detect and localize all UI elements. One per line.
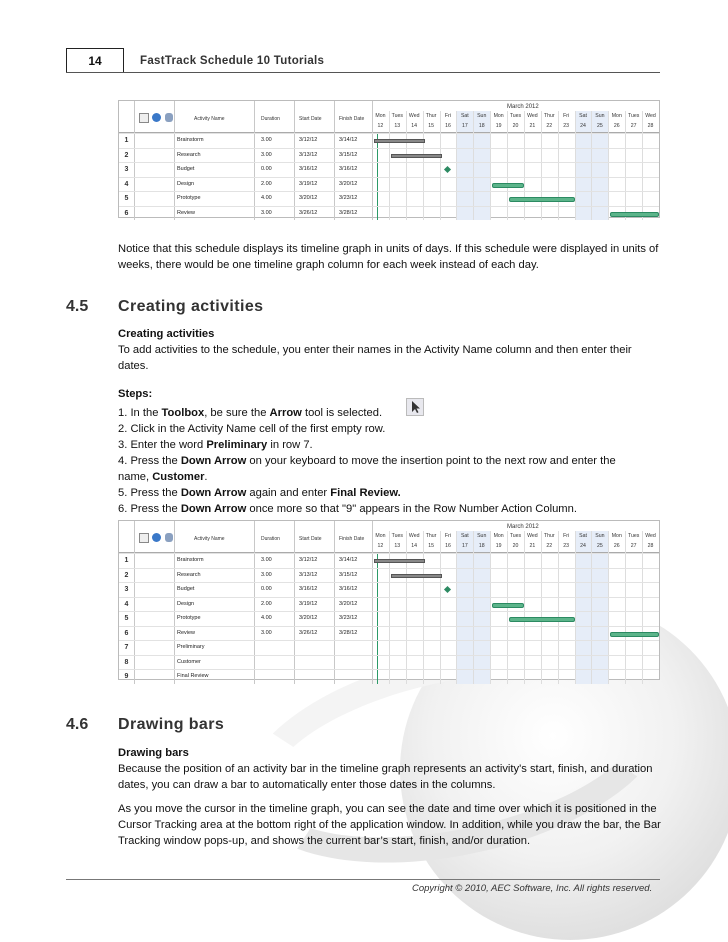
finish-date: 3/23/12 <box>339 615 358 621</box>
activity-name: Research <box>177 151 201 158</box>
footer-rule <box>66 879 660 880</box>
table-row <box>119 582 659 597</box>
step-6: 6. Press the Down Arrow once more so that "9" appears in the Row Number Action Column. <box>118 503 577 515</box>
start-date: 3/19/12 <box>299 180 318 187</box>
weekday-label: Thur <box>543 113 555 119</box>
steps-label: Steps: <box>118 388 153 400</box>
weekday-label: Wed <box>527 533 538 539</box>
duration: 3.00 <box>261 151 272 158</box>
people-icon <box>165 533 173 542</box>
list-icon <box>139 533 149 543</box>
duration: 3.00 <box>261 137 272 143</box>
start-date: 3/20/12 <box>299 195 318 201</box>
day-label: 19 <box>495 123 502 129</box>
weekday-label: Fri <box>444 533 451 539</box>
table-row <box>119 597 659 612</box>
duration: 4.00 <box>261 615 272 621</box>
weekday-label: Wed <box>645 113 656 119</box>
weekday-label: Sat <box>579 533 587 539</box>
intro-paragraph: Notice that this schedule displays its timeline graph in units of days. If this schedule were displayed in units of weeks, there would be one timeline graph column for each week instead of each day. <box>118 243 659 271</box>
weekday-label: Sat <box>579 113 587 119</box>
row-number: 6 <box>124 209 129 217</box>
duration: 3.00 <box>261 209 272 216</box>
day-label: 15 <box>428 543 434 549</box>
start-date: 3/19/12 <box>299 600 318 607</box>
weekday-label: Wed <box>408 113 420 119</box>
day-label: 23 <box>563 543 570 549</box>
day-label: 22 <box>546 543 553 549</box>
duration: 3.00 <box>261 571 272 578</box>
weekday-label: Fri <box>563 113 570 119</box>
duration: 0.00 <box>261 166 272 172</box>
step-1: 1. In the Toolbox, be sure the Arrow tool is selected. <box>118 407 383 419</box>
column-header: Finish Date <box>339 536 365 542</box>
step-3: 3. Enter the word Preliminary in row 7. <box>118 439 313 451</box>
day-label: 23 <box>563 123 570 129</box>
weekday-label: Tues <box>509 113 522 119</box>
start-date: 3/16/12 <box>299 586 318 592</box>
activity-name: Prototype <box>177 615 201 621</box>
gantt-screenshot-2 <box>118 520 660 680</box>
finish-date: 3/15/12 <box>339 571 358 578</box>
finish-date: 3/20/12 <box>339 180 358 187</box>
day-label: 20 <box>512 123 519 129</box>
section-body: To add activities to the schedule, you enter their names in the Activity Name column and then enter their dates. <box>118 344 632 372</box>
table-row <box>119 177 659 192</box>
duration: 2.00 <box>261 180 272 187</box>
day-label: 27 <box>630 543 637 549</box>
weekday-label: Sun <box>477 113 487 119</box>
day-label: 24 <box>580 543 586 549</box>
step-5: 5. Press the Down Arrow again and enter Final Review. <box>118 487 401 499</box>
section-number: 4.5 <box>66 298 89 315</box>
weekday-label: Mon <box>375 533 386 539</box>
finish-date: 3/28/12 <box>339 209 358 216</box>
activity-bar <box>610 212 659 217</box>
weekday-label: Tues <box>628 113 640 119</box>
duration: 3.00 <box>261 557 272 563</box>
day-label: 22 <box>546 123 553 129</box>
duration: 2.00 <box>261 600 272 607</box>
section-para-1: Because the position of an activity bar in the timeline graph represents an activity's start, finish, and duration dates, you can draw a bar to automatically enter those dates in the columns. <box>118 763 653 791</box>
table-row <box>119 191 659 206</box>
month-label: March 2012 <box>507 524 539 530</box>
finish-date: 3/14/12 <box>339 137 358 143</box>
day-label: 27 <box>630 123 637 129</box>
activity-bar <box>509 617 575 622</box>
activity-bar <box>492 603 524 608</box>
row-number: 3 <box>124 586 129 593</box>
weekday-label: Mon <box>611 113 622 119</box>
column-header: Activity Name <box>194 536 225 542</box>
activity-name: Review <box>177 209 196 216</box>
weekday-label: Sat <box>460 533 469 539</box>
row-number: 5 <box>124 615 129 622</box>
day-label: 25 <box>597 543 603 549</box>
day-label: 17 <box>461 123 468 129</box>
activity-name: Design <box>177 600 195 607</box>
info-icon <box>152 533 161 542</box>
activity-bar <box>492 183 524 188</box>
start-date: 3/26/12 <box>299 209 318 216</box>
weekday-label: Mon <box>493 113 504 119</box>
milestone-marker <box>444 586 451 593</box>
table-row <box>119 133 659 148</box>
row-number: 2 <box>124 571 129 579</box>
day-label: 16 <box>445 543 451 549</box>
start-date: 3/20/12 <box>299 615 318 621</box>
row-number: 9 <box>124 673 129 680</box>
row-number: 3 <box>124 166 129 173</box>
row-number: 1 <box>124 137 129 144</box>
arrow-tool-icon <box>406 398 424 416</box>
weekday-label: Wed <box>408 533 420 539</box>
step-4-cont: name, Customer. <box>118 471 208 483</box>
activity-bar <box>374 559 425 563</box>
weekday-label: Tues <box>628 533 640 539</box>
duration: 3.00 <box>261 629 272 636</box>
activity-bar <box>610 632 659 637</box>
step-4: 4. Press the Down Arrow on your keyboard to move the insertion point to the next row and enter the <box>118 455 616 467</box>
weekday-label: Thur <box>425 113 437 119</box>
section-para-2: As you move the cursor in the timeline graph, you can see the date and time over which it is positioned in the Cursor Tracking area at the bottom right of the application window. In addition, while you draw the bar, the Bar Tracking window pops-up, and shows the current bar’s start, finish, and/or duration. <box>118 803 661 847</box>
start-date: 3/13/12 <box>299 151 318 158</box>
weekday-label: Sat <box>460 113 469 119</box>
table-row <box>119 553 659 568</box>
activity-bar <box>509 197 575 202</box>
finish-date: 3/15/12 <box>339 151 358 158</box>
day-label: 18 <box>478 543 485 549</box>
row-number: 6 <box>124 629 129 637</box>
activity-name: Final Review <box>177 673 209 679</box>
weekday-label: Thur <box>425 533 437 539</box>
finish-date: 3/20/12 <box>339 600 358 607</box>
subheading: Creating activities <box>118 328 215 340</box>
day-label: 15 <box>428 123 434 129</box>
day-label: 19 <box>495 543 502 549</box>
day-label: 25 <box>597 123 603 129</box>
day-label: 12 <box>377 543 384 549</box>
day-label: 13 <box>394 123 401 129</box>
info-icon <box>152 113 161 122</box>
section-title: Creating activities <box>118 298 264 315</box>
day-label: 20 <box>512 543 519 549</box>
activity-name: Budget <box>177 586 195 592</box>
weekday-label: Sun <box>595 533 605 539</box>
start-date: 3/26/12 <box>299 629 318 636</box>
column-header: Duration <box>261 536 280 542</box>
activity-name: Prototype <box>177 195 201 201</box>
row-number: 7 <box>124 644 129 651</box>
activity-name: Design <box>177 180 195 187</box>
weekday-label: Mon <box>375 113 386 119</box>
activity-bar <box>374 139 425 143</box>
table-row <box>119 206 659 221</box>
finish-date: 3/28/12 <box>339 629 358 636</box>
table-row <box>119 148 659 163</box>
table-row <box>119 568 659 583</box>
start-date: 3/12/12 <box>299 557 318 563</box>
gantt-screenshot-1 <box>118 100 660 218</box>
weekday-label: Wed <box>527 113 538 119</box>
weekday-label: Fri <box>563 533 570 539</box>
row-number: 8 <box>124 658 129 666</box>
weekday-label: Thur <box>543 533 555 539</box>
people-icon <box>165 113 173 122</box>
day-label: 12 <box>377 123 384 129</box>
finish-date: 3/16/12 <box>339 586 358 592</box>
footer-copyright: Copyright © 2010, AEC Software, Inc. All rights reserved. <box>412 883 653 894</box>
activity-name: Customer <box>177 658 201 665</box>
day-label: 28 <box>647 123 654 129</box>
start-date: 3/16/12 <box>299 166 318 172</box>
column-header: Duration <box>261 116 280 122</box>
page-number: 14 <box>66 48 124 73</box>
day-label: 24 <box>580 123 586 129</box>
header-title: FastTrack Schedule 10 Tutorials <box>140 55 325 67</box>
section-number: 4.6 <box>66 716 89 733</box>
activity-name: Budget <box>177 166 195 172</box>
weekday-label: Mon <box>611 533 622 539</box>
weekday-label: Sun <box>477 533 487 539</box>
day-label: 17 <box>461 543 468 549</box>
day-label: 18 <box>478 123 485 129</box>
row-number: 2 <box>124 151 129 159</box>
month-label: March 2012 <box>507 104 539 110</box>
weekday-label: Mon <box>493 533 504 539</box>
column-header: Finish Date <box>339 116 365 122</box>
duration: 0.00 <box>261 586 272 592</box>
day-label: 28 <box>647 543 654 549</box>
column-header: Activity Name <box>194 116 225 122</box>
table-row <box>119 655 659 670</box>
day-label: 14 <box>411 543 418 549</box>
activity-name: Brainstorm <box>177 557 204 563</box>
day-label: 26 <box>613 543 620 549</box>
header-rule <box>66 72 660 73</box>
day-label: 13 <box>394 543 401 549</box>
day-label: 16 <box>445 123 451 129</box>
activity-bar <box>391 574 442 578</box>
activity-bar <box>391 154 442 158</box>
finish-date: 3/23/12 <box>339 195 358 201</box>
weekday-label: Sun <box>595 113 605 119</box>
row-number: 1 <box>124 557 129 564</box>
row-number: 4 <box>124 600 129 608</box>
activity-name: Preliminary <box>177 644 205 650</box>
day-label: 14 <box>411 123 418 129</box>
section-title: Drawing bars <box>118 716 225 733</box>
column-header: Start Date <box>299 116 322 122</box>
weekday-label: Tues <box>391 113 403 119</box>
row-number: 4 <box>124 180 129 188</box>
weekday-label: Tues <box>509 533 522 539</box>
start-date: 3/12/12 <box>299 137 318 143</box>
weekday-label: Tues <box>391 533 403 539</box>
row-number: 5 <box>124 195 129 202</box>
day-label: 21 <box>529 123 536 129</box>
table-row <box>119 640 659 655</box>
column-header: Start Date <box>299 536 322 542</box>
table-row <box>119 611 659 626</box>
subheading: Drawing bars <box>118 747 189 759</box>
start-date: 3/13/12 <box>299 571 318 578</box>
duration: 4.00 <box>261 195 272 201</box>
weekday-label: Wed <box>645 533 656 539</box>
weekday-label: Fri <box>444 113 451 119</box>
activity-name: Brainstorm <box>177 137 204 143</box>
activity-name: Research <box>177 571 201 578</box>
day-label: 21 <box>529 543 536 549</box>
table-row <box>119 626 659 641</box>
finish-date: 3/16/12 <box>339 166 358 172</box>
table-row <box>119 162 659 177</box>
table-row <box>119 669 659 684</box>
finish-date: 3/14/12 <box>339 557 358 563</box>
day-label: 26 <box>613 123 620 129</box>
activity-name: Review <box>177 629 196 636</box>
milestone-marker <box>444 166 451 173</box>
step-2: 2. Click in the Activity Name cell of the first empty row. <box>118 423 386 435</box>
list-icon <box>139 113 149 123</box>
